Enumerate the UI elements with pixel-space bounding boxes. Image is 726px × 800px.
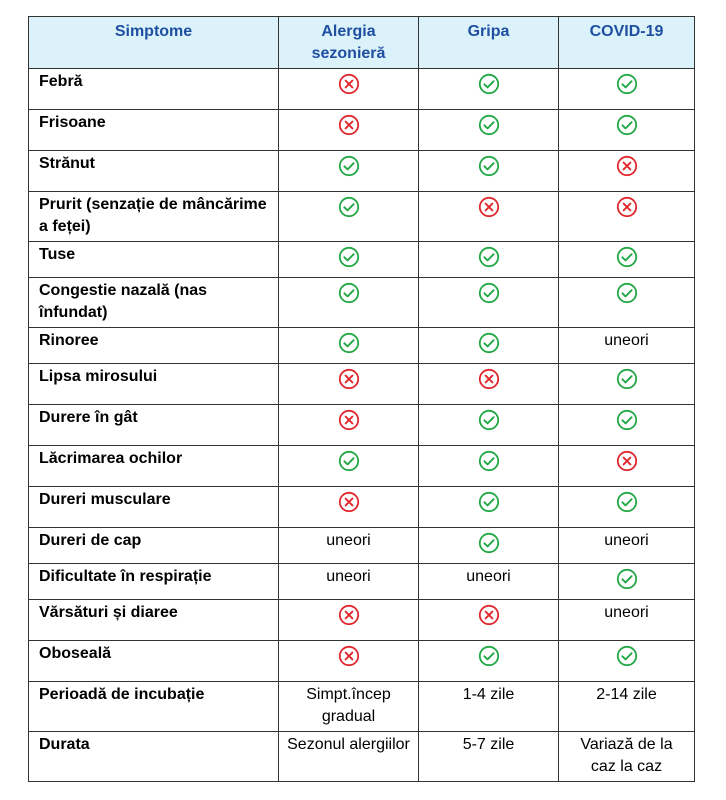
x-circle-icon xyxy=(338,604,360,626)
cell-seasonal-allergy xyxy=(279,732,419,782)
cell-seasonal-allergy xyxy=(279,564,419,600)
symptom-name: Oboseală xyxy=(29,641,279,682)
cell-seasonal-allergy xyxy=(279,528,419,564)
header-row xyxy=(29,17,695,69)
symptom-name: Dureri musculare xyxy=(29,487,279,528)
check-circle-icon xyxy=(616,114,638,136)
cell-flu xyxy=(419,151,559,192)
cell-text: 1-4 zile xyxy=(462,686,515,703)
cell-covid19 xyxy=(559,151,695,192)
cell-seasonal-allergy xyxy=(279,600,419,641)
check-circle-icon xyxy=(478,450,500,472)
symptom-comparison-table xyxy=(28,16,695,782)
cell-flu xyxy=(419,641,559,682)
cell-text: uneori xyxy=(326,532,371,549)
check-circle-icon xyxy=(616,73,638,95)
cell-flu xyxy=(419,487,559,528)
cell-flu xyxy=(419,69,559,110)
cell-covid19 xyxy=(559,641,695,682)
cell-seasonal-allergy xyxy=(279,405,419,446)
cell-text: uneori xyxy=(326,568,371,585)
x-circle-icon xyxy=(478,368,500,390)
table-row xyxy=(29,364,695,405)
check-circle-icon xyxy=(478,73,500,95)
cell-flu xyxy=(419,405,559,446)
table-row xyxy=(29,242,695,278)
symptom-name: Frisoane xyxy=(29,110,279,151)
cell-seasonal-allergy xyxy=(279,641,419,682)
cell-flu xyxy=(419,446,559,487)
cell-seasonal-allergy xyxy=(279,446,419,487)
check-circle-icon xyxy=(616,409,638,431)
symptom-name: Rinoree xyxy=(29,328,279,364)
cell-seasonal-allergy xyxy=(279,242,419,278)
symptom-name: Tuse xyxy=(29,242,279,278)
cell-covid19 xyxy=(559,487,695,528)
x-circle-icon xyxy=(338,368,360,390)
check-circle-icon xyxy=(478,645,500,667)
cell-flu xyxy=(419,732,559,782)
check-circle-icon xyxy=(478,155,500,177)
cell-flu xyxy=(419,564,559,600)
x-circle-icon xyxy=(616,196,638,218)
check-circle-icon xyxy=(478,409,500,431)
cell-text: uneori xyxy=(604,332,649,349)
check-circle-icon xyxy=(338,332,360,354)
cell-covid19 xyxy=(559,110,695,151)
cell-text: uneori xyxy=(466,568,511,585)
check-circle-icon xyxy=(616,282,638,304)
cell-seasonal-allergy xyxy=(279,364,419,405)
cell-covid19 xyxy=(559,192,695,242)
symptom-name: Vărsături și diaree xyxy=(29,600,279,641)
cell-covid19 xyxy=(559,682,695,732)
symptom-name: Durata xyxy=(29,732,279,782)
table-row xyxy=(29,600,695,641)
cell-seasonal-allergy xyxy=(279,328,419,364)
check-circle-icon xyxy=(616,645,638,667)
table-row xyxy=(29,405,695,446)
check-circle-icon xyxy=(478,532,500,554)
symptom-name: Febră xyxy=(29,69,279,110)
cell-covid19 xyxy=(559,600,695,641)
cell-covid19 xyxy=(559,405,695,446)
check-circle-icon xyxy=(478,332,500,354)
symptom-name: Perioadă de incubație xyxy=(29,682,279,732)
check-circle-icon xyxy=(616,246,638,268)
symptom-name: Durere în gât xyxy=(29,405,279,446)
table-row xyxy=(29,151,695,192)
x-circle-icon xyxy=(338,491,360,513)
cell-seasonal-allergy xyxy=(279,192,419,242)
cell-text: uneori xyxy=(604,532,649,549)
x-circle-icon xyxy=(616,155,638,177)
check-circle-icon xyxy=(338,196,360,218)
cell-covid19 xyxy=(559,528,695,564)
cell-covid19 xyxy=(559,328,695,364)
x-circle-icon xyxy=(338,645,360,667)
cell-flu xyxy=(419,278,559,328)
cell-text: 2-14 zile xyxy=(596,686,657,703)
check-circle-icon xyxy=(616,368,638,390)
cell-text: 5-7 zile xyxy=(462,736,515,753)
table-row xyxy=(29,446,695,487)
cell-seasonal-allergy xyxy=(279,110,419,151)
cell-flu xyxy=(419,682,559,732)
cell-text: uneori xyxy=(604,604,649,621)
cell-flu xyxy=(419,242,559,278)
cell-flu xyxy=(419,364,559,405)
table-row xyxy=(29,110,695,151)
cell-seasonal-allergy xyxy=(279,69,419,110)
cell-flu xyxy=(419,528,559,564)
x-circle-icon xyxy=(338,114,360,136)
check-circle-icon xyxy=(338,450,360,472)
symptom-comparison-table-wrapper xyxy=(28,16,694,782)
table-row xyxy=(29,732,695,782)
check-circle-icon xyxy=(478,114,500,136)
symptom-name: Prurit (senzație de mâncărime a feței) xyxy=(29,192,279,242)
check-circle-icon xyxy=(616,491,638,513)
header-flu: Gripa xyxy=(419,17,559,69)
cell-text: Simpt.încep gradual xyxy=(306,686,391,725)
header-seasonal-allergy: Alergia sezonieră xyxy=(279,17,419,69)
x-circle-icon xyxy=(616,450,638,472)
symptom-name: Lăcrimarea ochilor xyxy=(29,446,279,487)
table-row xyxy=(29,69,695,110)
cell-covid19 xyxy=(559,278,695,328)
table-row xyxy=(29,328,695,364)
cell-covid19 xyxy=(559,69,695,110)
x-circle-icon xyxy=(338,409,360,431)
table-row xyxy=(29,528,695,564)
cell-covid19 xyxy=(559,564,695,600)
cell-covid19 xyxy=(559,732,695,782)
x-circle-icon xyxy=(338,73,360,95)
table-row xyxy=(29,192,695,242)
cell-seasonal-allergy xyxy=(279,151,419,192)
cell-seasonal-allergy xyxy=(279,682,419,732)
symptom-name: Congestie nazală (nas înfundat) xyxy=(29,278,279,328)
symptom-name: Lipsa mirosului xyxy=(29,364,279,405)
table-row xyxy=(29,682,695,732)
check-circle-icon xyxy=(478,491,500,513)
table-row xyxy=(29,641,695,682)
check-circle-icon xyxy=(478,246,500,268)
symptom-name: Strănut xyxy=(29,151,279,192)
cell-flu xyxy=(419,600,559,641)
cell-covid19 xyxy=(559,446,695,487)
symptom-name: Dificultate în respirație xyxy=(29,564,279,600)
cell-seasonal-allergy xyxy=(279,487,419,528)
table-row xyxy=(29,487,695,528)
cell-covid19 xyxy=(559,242,695,278)
x-circle-icon xyxy=(478,604,500,626)
cell-flu xyxy=(419,192,559,242)
x-circle-icon xyxy=(478,196,500,218)
check-circle-icon xyxy=(338,155,360,177)
cell-seasonal-allergy xyxy=(279,278,419,328)
table-row xyxy=(29,278,695,328)
check-circle-icon xyxy=(478,282,500,304)
cell-text: Variază de la caz la caz xyxy=(580,736,673,775)
table-body xyxy=(29,69,695,782)
cell-text: Sezonul alergiilor xyxy=(287,736,410,753)
table-row xyxy=(29,564,695,600)
header-covid19: COVID-19 xyxy=(559,17,695,69)
check-circle-icon xyxy=(338,282,360,304)
cell-flu xyxy=(419,110,559,151)
header-symptoms: Simptome xyxy=(29,17,279,69)
check-circle-icon xyxy=(338,246,360,268)
cell-covid19 xyxy=(559,364,695,405)
symptom-name: Dureri de cap xyxy=(29,528,279,564)
check-circle-icon xyxy=(616,568,638,590)
cell-flu xyxy=(419,328,559,364)
